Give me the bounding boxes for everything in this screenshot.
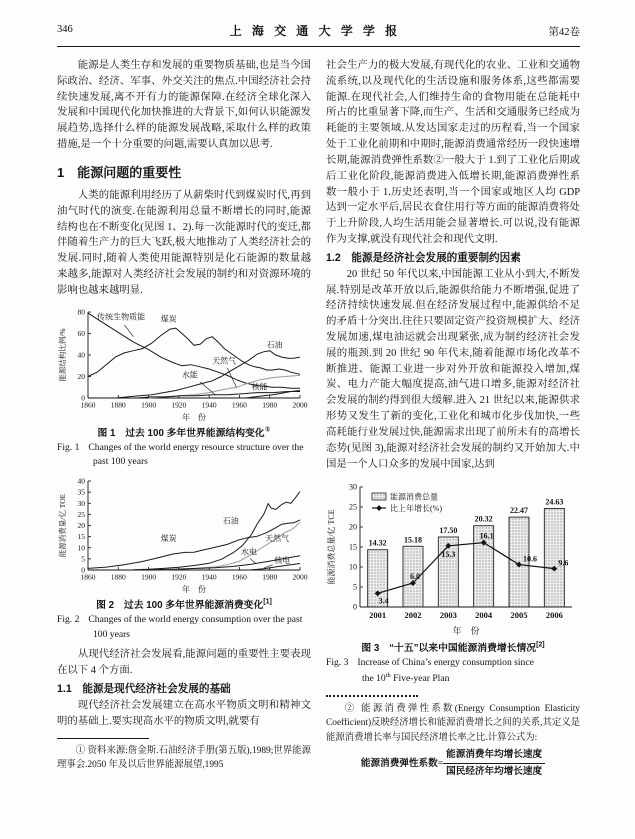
svg-text:能源消费总量/亿 TCE: 能源消费总量/亿 TCE	[327, 509, 336, 585]
svg-text:15: 15	[77, 532, 85, 542]
two-column-body	[57, 58, 580, 779]
svg-text:30: 30	[349, 482, 357, 492]
footnote-1	[57, 738, 311, 772]
svg-text:80: 80	[77, 307, 85, 317]
footnote-rule	[57, 738, 149, 739]
svg-text:2000: 2000	[292, 400, 308, 410]
page-header	[57, 22, 580, 40]
svg-text:1860: 1860	[80, 572, 96, 582]
formula-fraction	[443, 748, 545, 780]
svg-text:10: 10	[77, 543, 85, 553]
reference-marker-1: [1]	[263, 599, 272, 607]
svg-text:2005: 2005	[510, 610, 528, 621]
header-rule	[57, 46, 580, 47]
elasticity-formula	[326, 748, 580, 780]
svg-text:16.1: 16.1	[479, 531, 494, 541]
svg-text:0: 0	[81, 393, 85, 403]
footnote-2	[326, 695, 580, 779]
svg-text:15: 15	[349, 542, 357, 552]
paragraph-continued: 社会生产力的极大发展,有现代化的农业、工业和交通物流系统,以及现代化的生活设施和服务体系,这些都需要能源.在现代社会,人们维持生命的食物用能在总能耗中所占的比重显著下降,而生产、生活和交通服务已经成为耗能的主要领域.从发达国家走过的历程看,当一个国家处于工业化前期和中期时,能源消费通常经历一段快速增长期,能源消费弹性系数②一般大于 1.到了工业化后期或后工业化阶段,能源消费进入低增长期,能源消费弹性系数一般小于 1.历史还表明,当一个国家或地区人均 GDP 达到一定水平后,居民衣食住用行等方面的能源消费将处于上升阶段,人均生活用能会显著增长.可以说,没有能源作为支撑,就没有现代社会和现代文明.	[326, 60, 580, 245]
figure-3-caption-cn: 图 3 “十五”以来中国能源消费增长情况[2]	[361, 642, 545, 655]
svg-text:比上年增长(%): 比上年增长(%)	[390, 504, 442, 514]
svg-text:30: 30	[77, 499, 85, 509]
svg-text:2006: 2006	[545, 610, 563, 621]
figure-2-caption-en: Fig. 2 Changes of the world energy consumption over the past 100 years	[57, 614, 303, 640]
svg-text:年 份: 年 份	[182, 412, 206, 422]
svg-text:水电: 水电	[240, 547, 257, 557]
svg-text:5: 5	[81, 554, 85, 564]
svg-text:2001: 2001	[369, 610, 387, 621]
svg-text:传统生物质能: 传统生物质能	[97, 312, 146, 322]
svg-text:1960: 1960	[231, 400, 247, 410]
svg-text:6.0: 6.0	[410, 572, 420, 582]
figure-3-caption-en: Fig. 3 Increase of China’s energy consumption since the 10th Five-year Plan	[326, 657, 534, 684]
section-number: 1	[57, 164, 65, 180]
reference-marker-2: [2]	[536, 642, 545, 650]
svg-text:25: 25	[77, 510, 85, 520]
svg-text:20.32: 20.32	[474, 515, 493, 525]
left-column	[57, 58, 311, 779]
footnote-2-text: ② 能源消费弹性系数(Energy Consumption Elasticity Coefficient)反映经济增长和能源消费增长之间的关系,其定义是能源消费增长率与国民经济增长率之比.计算公式为:	[326, 704, 580, 743]
svg-text:15.3: 15.3	[441, 550, 456, 560]
footnote-1-text: ① 资料来源:詹金斯.石油经济手册(第五版),1989;世界能源理事会.2050 年及以后世界能源展望,1995	[57, 746, 311, 771]
footnote-marker-1: ①	[264, 426, 271, 434]
svg-text:1960: 1960	[231, 572, 247, 582]
paragraph-energy-history: 人类的能源利用经历了从薪柴时代到煤炭时代,再到油气时代的演变.在能源利用总量不断增长的同时,能源结构也在不断变化(见图 1、2).每一次能源时代的变迁,都伴随着生产力的巨大飞跃,极大地推动了人类经济社会的发展.同时,随着人类使用能源特别是化石能源的数量越来越多,能源对人类经济社会发展的制约和对资源环境的影响也越来越明显.	[57, 189, 311, 296]
figure-3	[326, 479, 580, 686]
figure-1-caption-en: Fig. 1 Changes of the world energy resource structure over the past 100 years	[57, 441, 304, 467]
page-number: 346	[57, 24, 73, 35]
svg-text:1980: 1980	[262, 400, 278, 410]
svg-text:2003: 2003	[439, 610, 457, 621]
svg-text:35: 35	[77, 488, 85, 498]
paragraph-intro: 能源是人类生存和发展的重要物质基础,也是当今国际政治、经济、军事、外交关注的焦点.中国经济社会持续快速发展,离不开有力的能源保障.在经济全球化深入发展和中国现代化加快推进的大背景下,如何认识能源发展趋势,选择什么样的能源发展战略,采取什么样的政策措施,是一个十分重要的问题,需要认真加以思考.	[57, 60, 311, 151]
svg-text:煤炭: 煤炭	[160, 314, 177, 324]
svg-text:40: 40	[77, 350, 85, 360]
svg-text:10.6: 10.6	[523, 554, 537, 564]
svg-text:10: 10	[349, 562, 357, 572]
svg-text:石油: 石油	[266, 340, 283, 350]
svg-text:20: 20	[77, 521, 85, 531]
svg-text:40: 40	[77, 476, 85, 486]
svg-text:1980: 1980	[262, 572, 278, 582]
svg-text:0: 0	[353, 602, 357, 612]
journal-title: 上海交通大学学报	[229, 24, 408, 38]
svg-text:2004: 2004	[475, 610, 493, 621]
figure-1-chart	[58, 306, 310, 422]
svg-text:1940: 1940	[201, 400, 217, 410]
volume-number: 第42卷	[548, 27, 580, 38]
svg-text:1860: 1860	[80, 400, 96, 410]
svg-text:天然气: 天然气	[212, 356, 237, 366]
svg-text:25: 25	[349, 502, 357, 512]
svg-text:17.50: 17.50	[439, 526, 458, 536]
figure-1-caption-cn: 图 1 过去 100 多年世界能源结构变化①	[97, 426, 271, 439]
svg-text:年 份: 年 份	[182, 585, 206, 595]
formula-lhs: 能源消费弹性系数=	[360, 757, 444, 769]
svg-text:1920: 1920	[171, 572, 187, 582]
svg-text:20: 20	[349, 522, 357, 532]
footnote-rule	[326, 695, 418, 697]
svg-text:年 份: 年 份	[452, 626, 480, 637]
svg-text:0: 0	[81, 565, 85, 575]
svg-text:22.47: 22.47	[510, 506, 528, 516]
svg-text:核电: 核电	[274, 556, 291, 566]
svg-text:5: 5	[353, 582, 357, 592]
paragraph-constraints: 20 世纪 50 年代以来,中国能源工业从小到大,不断发展.特别是改革开放以后,能源供给能力不断增强,促进了经济持续快速发展.但在经济发展过程中,能源供给不足的矛盾十分突出.往往只要固定资产投资规模扩大、经济发展加速,煤电油运就会出现紧张,成为制约经济社会发展的瓶颈.到 20 世纪 90 年代末,随着能源市场化改革不断推进、能源工业进一步对外开放和能源投入增加,煤炭、电力产能大幅度提高,油气进口增多,能源对经济社会发展的制约得到很大缓解.进入 21 世纪以来,能源供求形势又发生了新的变化,工业化和城市化步伐加快,一些高耗能行业发展过快,能源需求出现了前所未有的高增长态势(见图 3),能源对经济社会发展的制约又开始加大.中国是一个人口众多的发展中国家,达到	[326, 268, 580, 470]
svg-text:14.32: 14.32	[368, 539, 387, 549]
figure-2-chart	[58, 476, 310, 594]
svg-text:1900: 1900	[141, 400, 157, 410]
svg-text:9.6: 9.6	[558, 558, 569, 568]
svg-text:煤炭: 煤炭	[160, 534, 177, 544]
figure-3-chart	[326, 479, 584, 637]
svg-text:核能: 核能	[251, 381, 268, 391]
svg-text:20: 20	[77, 371, 85, 381]
svg-text:2002: 2002	[404, 610, 422, 621]
formula-numerator: 能源消费年均增长速度	[443, 748, 545, 764]
paragraph-four-aspects: 从现代经济社会发展看,能源问题的重要性主要表现在以下 4 个方面.	[57, 649, 311, 676]
section-heading-1	[57, 162, 311, 181]
svg-text:能源消费量/亿 TOE: 能源消费量/亿 TOE	[58, 494, 67, 558]
subsection-heading-1-1: 1.1 能源是现代经济社会发展的基础	[57, 682, 231, 695]
formula-denominator: 国民经济年均增长速度	[446, 766, 543, 777]
svg-text:能源消费总量: 能源消费总量	[390, 492, 438, 502]
svg-text:水能: 水能	[181, 370, 198, 380]
svg-text:1900: 1900	[141, 572, 157, 582]
svg-text:1880: 1880	[110, 400, 126, 410]
svg-text:1920: 1920	[171, 400, 187, 410]
section-title: 能源问题的重要性	[77, 164, 182, 180]
figure-2	[57, 476, 311, 642]
right-column	[326, 58, 580, 779]
svg-text:1880: 1880	[110, 572, 126, 582]
svg-text:60: 60	[77, 328, 85, 338]
svg-text:2000: 2000	[292, 572, 308, 582]
svg-text:石油: 石油	[222, 516, 239, 526]
figure-1	[57, 306, 311, 470]
svg-text:15.18: 15.18	[404, 535, 422, 545]
figure-2-caption-cn: 图 2 过去 100 多年世界能源消费变化[1]	[96, 599, 272, 612]
svg-text:3.4: 3.4	[378, 596, 389, 606]
svg-text:能源结构比例/%: 能源结构比例/%	[58, 327, 67, 382]
svg-text:天然气: 天然气	[265, 534, 290, 544]
paragraph-foundation: 现代经济社会发展建立在高水平物质文明和精神文明的基础上.要实现高水平的物质文明,就要有	[57, 699, 311, 727]
svg-text:1940: 1940	[201, 572, 217, 582]
subsection-heading-1-2: 1.2 能源是经济社会发展的重要制约因素	[326, 251, 521, 264]
svg-text:24.63: 24.63	[545, 497, 564, 507]
